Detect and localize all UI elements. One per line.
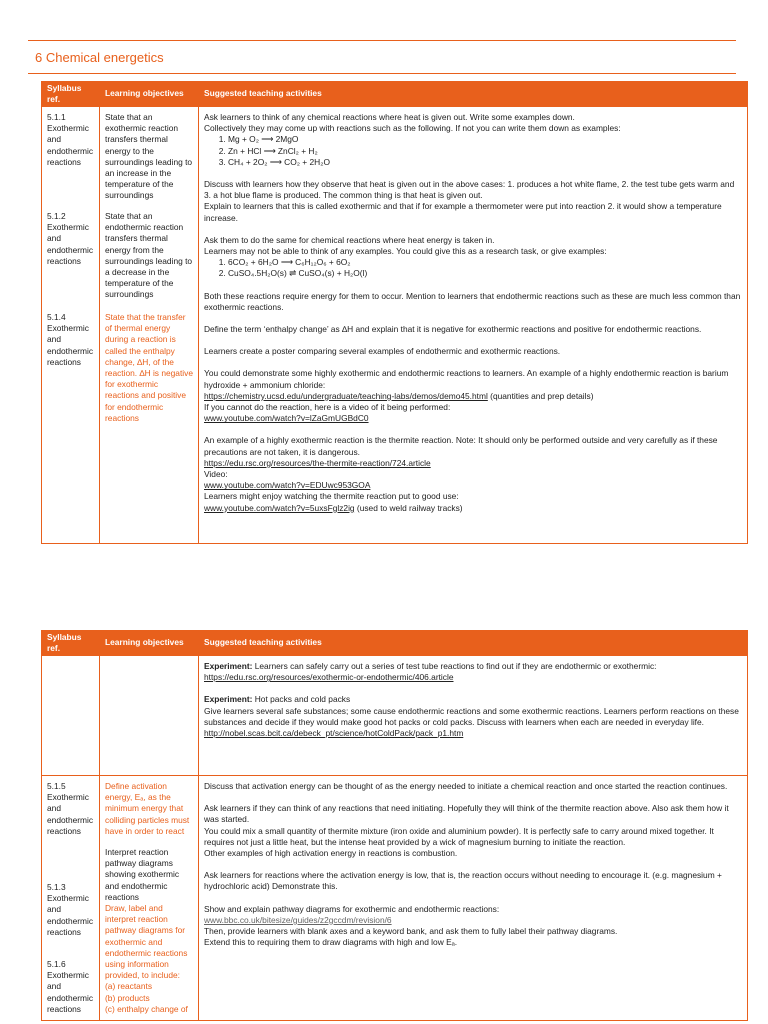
objectives-cell [100, 656, 199, 776]
syllabus-topic: Exothermic and endothermic reactions [47, 123, 94, 167]
equation: 2. CuSO₄.5H₂O(s) ⇌ CuSO₄(s) + H₂O(l) [228, 268, 742, 279]
activities-table-2 [41, 630, 748, 1021]
syllabus-ref: 5.1.3 [47, 882, 66, 892]
paragraph: Other examples of high activation energy in reactions is combustion. [204, 848, 458, 859]
objective: (a) reactants [105, 981, 153, 992]
paragraph: Ask learners if they can think of any reactions that need initiating. Hopefully they will think of the thermite reaction above. Also ask them how it was started. [204, 803, 729, 825]
syllabus-topic: Exothermic and endothermic reactions [47, 792, 94, 836]
experiment-label: Experiment: [204, 694, 253, 705]
paragraph: Explain to learners that this is called exothermic and that if for example a thermometer were put into reaction 2. it would show a temperature increase. [204, 201, 722, 223]
link-youtube-2[interactable]: www.youtube.com/watch?v=EDUwc953GOA [204, 480, 371, 491]
paragraph: Learners might enjoy watching the thermite reaction put to good use: [204, 491, 459, 502]
syllabus-ref: 5.1.6 [47, 959, 66, 969]
paragraph: Learners create a poster comparing several examples of endothermic and exothermic reactions. [204, 346, 561, 357]
activities-table-1 [41, 81, 748, 544]
objective: Draw, label and interpret reaction pathway diagrams for exothermic and endothermic reactions using information provided, to include: [105, 903, 188, 981]
video-label: Video: [204, 469, 228, 480]
paragraph: Show and explain pathway diagrams for exothermic and endothermic reactions: [204, 903, 500, 914]
paragraph: Discuss with learners how they observe that heat is given out in the above cases: 1. produces a hot white flame, 2. the test tube gets warm and 3. a hot blue flame is produced. The common thing is that heat is given out. [204, 179, 735, 201]
link-note: (used to weld railway tracks) [354, 502, 463, 513]
syllabus-topic: Exothermic and endothermic reactions [47, 970, 94, 1014]
activities-cell [199, 656, 748, 776]
syllabus-ref: 5.1.1 [47, 112, 66, 122]
link-hot-cold-pack[interactable]: http://nobel.scas.bcit.ca/debeck_pt/science/hotColdPack/pack_p1.htm [204, 728, 464, 739]
table-row [42, 776, 748, 1021]
objective: (c) enthalpy change of [105, 1003, 188, 1014]
syllabus-ref: 5.1.4 [47, 312, 66, 322]
equation: 1. Mg + O₂ ⟶ 2MgO [228, 134, 742, 145]
objective: State that the transfer of thermal energy during a reaction is called the enthalpy change, ∆H, of the reaction. ∆H is negative for exothermic reactions and positive for endothermic reactions [105, 312, 193, 423]
paragraph: Then, provide learners with blank axes and a keyword bank, and ask them to fully label their pathway diagrams. [204, 926, 618, 937]
experiment-label: Experiment: [204, 661, 253, 671]
paragraph: An example of a highly exothermic reaction is the thermite reaction. Note: It should only be performed outside and very carefully as if these precautions are not taken, it is dangerous. [204, 435, 718, 457]
objective: State that an endothermic reaction transfers thermal energy from the surroundings leading to a decrease in the temperature of the surroundings [105, 211, 193, 300]
header-objectives: Learning objectives [100, 82, 199, 107]
paragraph: Extend this to requiring them to draw diagrams with high and low Eₐ. [204, 937, 458, 948]
objectives-cell [100, 776, 199, 1021]
objectives-cell [100, 107, 199, 544]
equation: 1. 6CO₂ + 6H₂O ⟶ C₆H₁₂O₆ + 6O₂ [228, 257, 742, 268]
objective: (b) products [105, 992, 150, 1003]
paragraph: You could mix a small quantity of thermite mixture (iron oxide and aluminium powder). It is perfectly safe to carry around mixed together. It requires not just a little heat, but the intense heat provided by a wick of magnesium burning to initiate the reaction. [204, 825, 714, 847]
header-activities: Suggested teaching activities [199, 631, 748, 656]
title-rule [28, 73, 736, 74]
link-bbc-bitesize[interactable]: www.bbc.co.uk/bitesize/guides/z2gccdm/revision/6 [204, 914, 392, 925]
syllabus-cell [42, 107, 100, 544]
table-row [42, 107, 748, 544]
link-row [204, 391, 742, 402]
syllabus-topic: Exothermic and endothermic reactions [47, 222, 94, 266]
link-youtube-3[interactable]: www.youtube.com/watch?v=5uxsFglz2ig [204, 502, 355, 513]
syllabus-cell [42, 656, 100, 776]
syllabus-ref: 5.1.5 [47, 781, 66, 791]
paragraph: Define the term ‘enthalpy change’ as ∆H and explain that it is negative for exothermic reactions and positive for endothermic reactions. [204, 324, 702, 335]
syllabus-topic: Exothermic and endothermic reactions [47, 893, 94, 937]
link-row [204, 503, 742, 514]
paragraph: Ask learners to think of any chemical reactions where heat is given out. Write some examples down. [204, 112, 575, 122]
link-youtube-1[interactable]: www.youtube.com/watch?v=lZaGmUGBdC0 [204, 413, 369, 424]
equation: 2. Zn + HCl ⟶ ZnCl₂ + H₂ [228, 146, 742, 157]
page-title: 6 Chemical energetics [35, 50, 164, 65]
paragraph: Experiment: Learners can safely carry out a series of test tube reactions to find out if they are endothermic or exothermic: [204, 661, 657, 671]
syllabus-ref: 5.1.2 [47, 211, 66, 221]
paragraph: If you cannot do the reaction, here is a video of it being performed: [204, 402, 451, 413]
paragraph: Learners may not be able to think of any examples. You could give this as a research task, or give examples: [204, 246, 607, 257]
top-rule [28, 40, 736, 41]
endothermic-equations [204, 257, 742, 279]
header-activities: Suggested teaching activities [199, 82, 748, 107]
activities-cell [199, 107, 748, 544]
paragraph: Experiment: Hot packs and cold packs [204, 694, 351, 705]
paragraph: Discuss that activation energy can be thought of as the energy needed to initiate a chemical reaction and once started the reaction continues. [204, 781, 728, 791]
link-rsc-exo-endo[interactable]: https://edu.rsc.org/resources/exothermic-or-endothermic/406.article [204, 672, 454, 683]
objective: Interpret reaction pathway diagrams showing exothermic and endothermic reactions [105, 847, 180, 902]
exothermic-equations [204, 134, 742, 168]
objective: State that an exothermic reaction transfers thermal energy to the surroundings leading to an increase in the temperature of the surroundings [105, 112, 193, 201]
objective: Define activation energy, Eₐ, as the minimum energy that colliding particles must have in order to react [105, 781, 190, 836]
equation: 3. CH₄ + 2O₂ ⟶ CO₂ + 2H₂O [228, 157, 742, 168]
syllabus-topic: Exothermic and endothermic reactions [47, 323, 94, 367]
header-objectives: Learning objectives [100, 631, 199, 656]
syllabus-cell [42, 776, 100, 1021]
paragraph: Ask them to do the same for chemical reactions where heat energy is taken in. [204, 234, 495, 245]
header-syllabus: Syllabus ref. [42, 82, 100, 107]
table-row [42, 656, 748, 776]
paragraph: Ask learners for reactions where the activation energy is low, that is, the reaction occurs without needing to encourage it. (e.g. magnesium + hydrochloric acid) Demonstrate this. [204, 870, 722, 892]
paragraph: Both these reactions require energy for them to occur. Mention to learners that endothermic reactions such as these are much less common than exothermic reactions. [204, 290, 741, 312]
link-note: (quantities and prep details) [487, 390, 594, 401]
paragraph: Collectively they may come up with reactions such as the following. If not you can write them down as examples: [204, 123, 621, 134]
paragraph: You could demonstrate some highly exothermic and endothermic reactions to learners. An example of a highly endothermic reaction is barium hydroxide + ammonium chloride: [204, 368, 729, 390]
activities-cell [199, 776, 748, 1021]
link-ucsd-demo[interactable]: https://chemistry.ucsd.edu/undergraduate/teaching-labs/demos/demo45.html [204, 390, 488, 401]
paragraph: Give learners several safe substances; some cause endothermic reactions and some exothermic reactions. Learners perform reactions on these substances and decide if they would make good hot packs or cold packs. Discuss with learners when each are needed in everyday life. [204, 705, 739, 727]
header-syllabus: Syllabus ref. [42, 631, 100, 656]
link-rsc-thermite[interactable]: https://edu.rsc.org/resources/the-thermite-reaction/724.article [204, 457, 431, 468]
